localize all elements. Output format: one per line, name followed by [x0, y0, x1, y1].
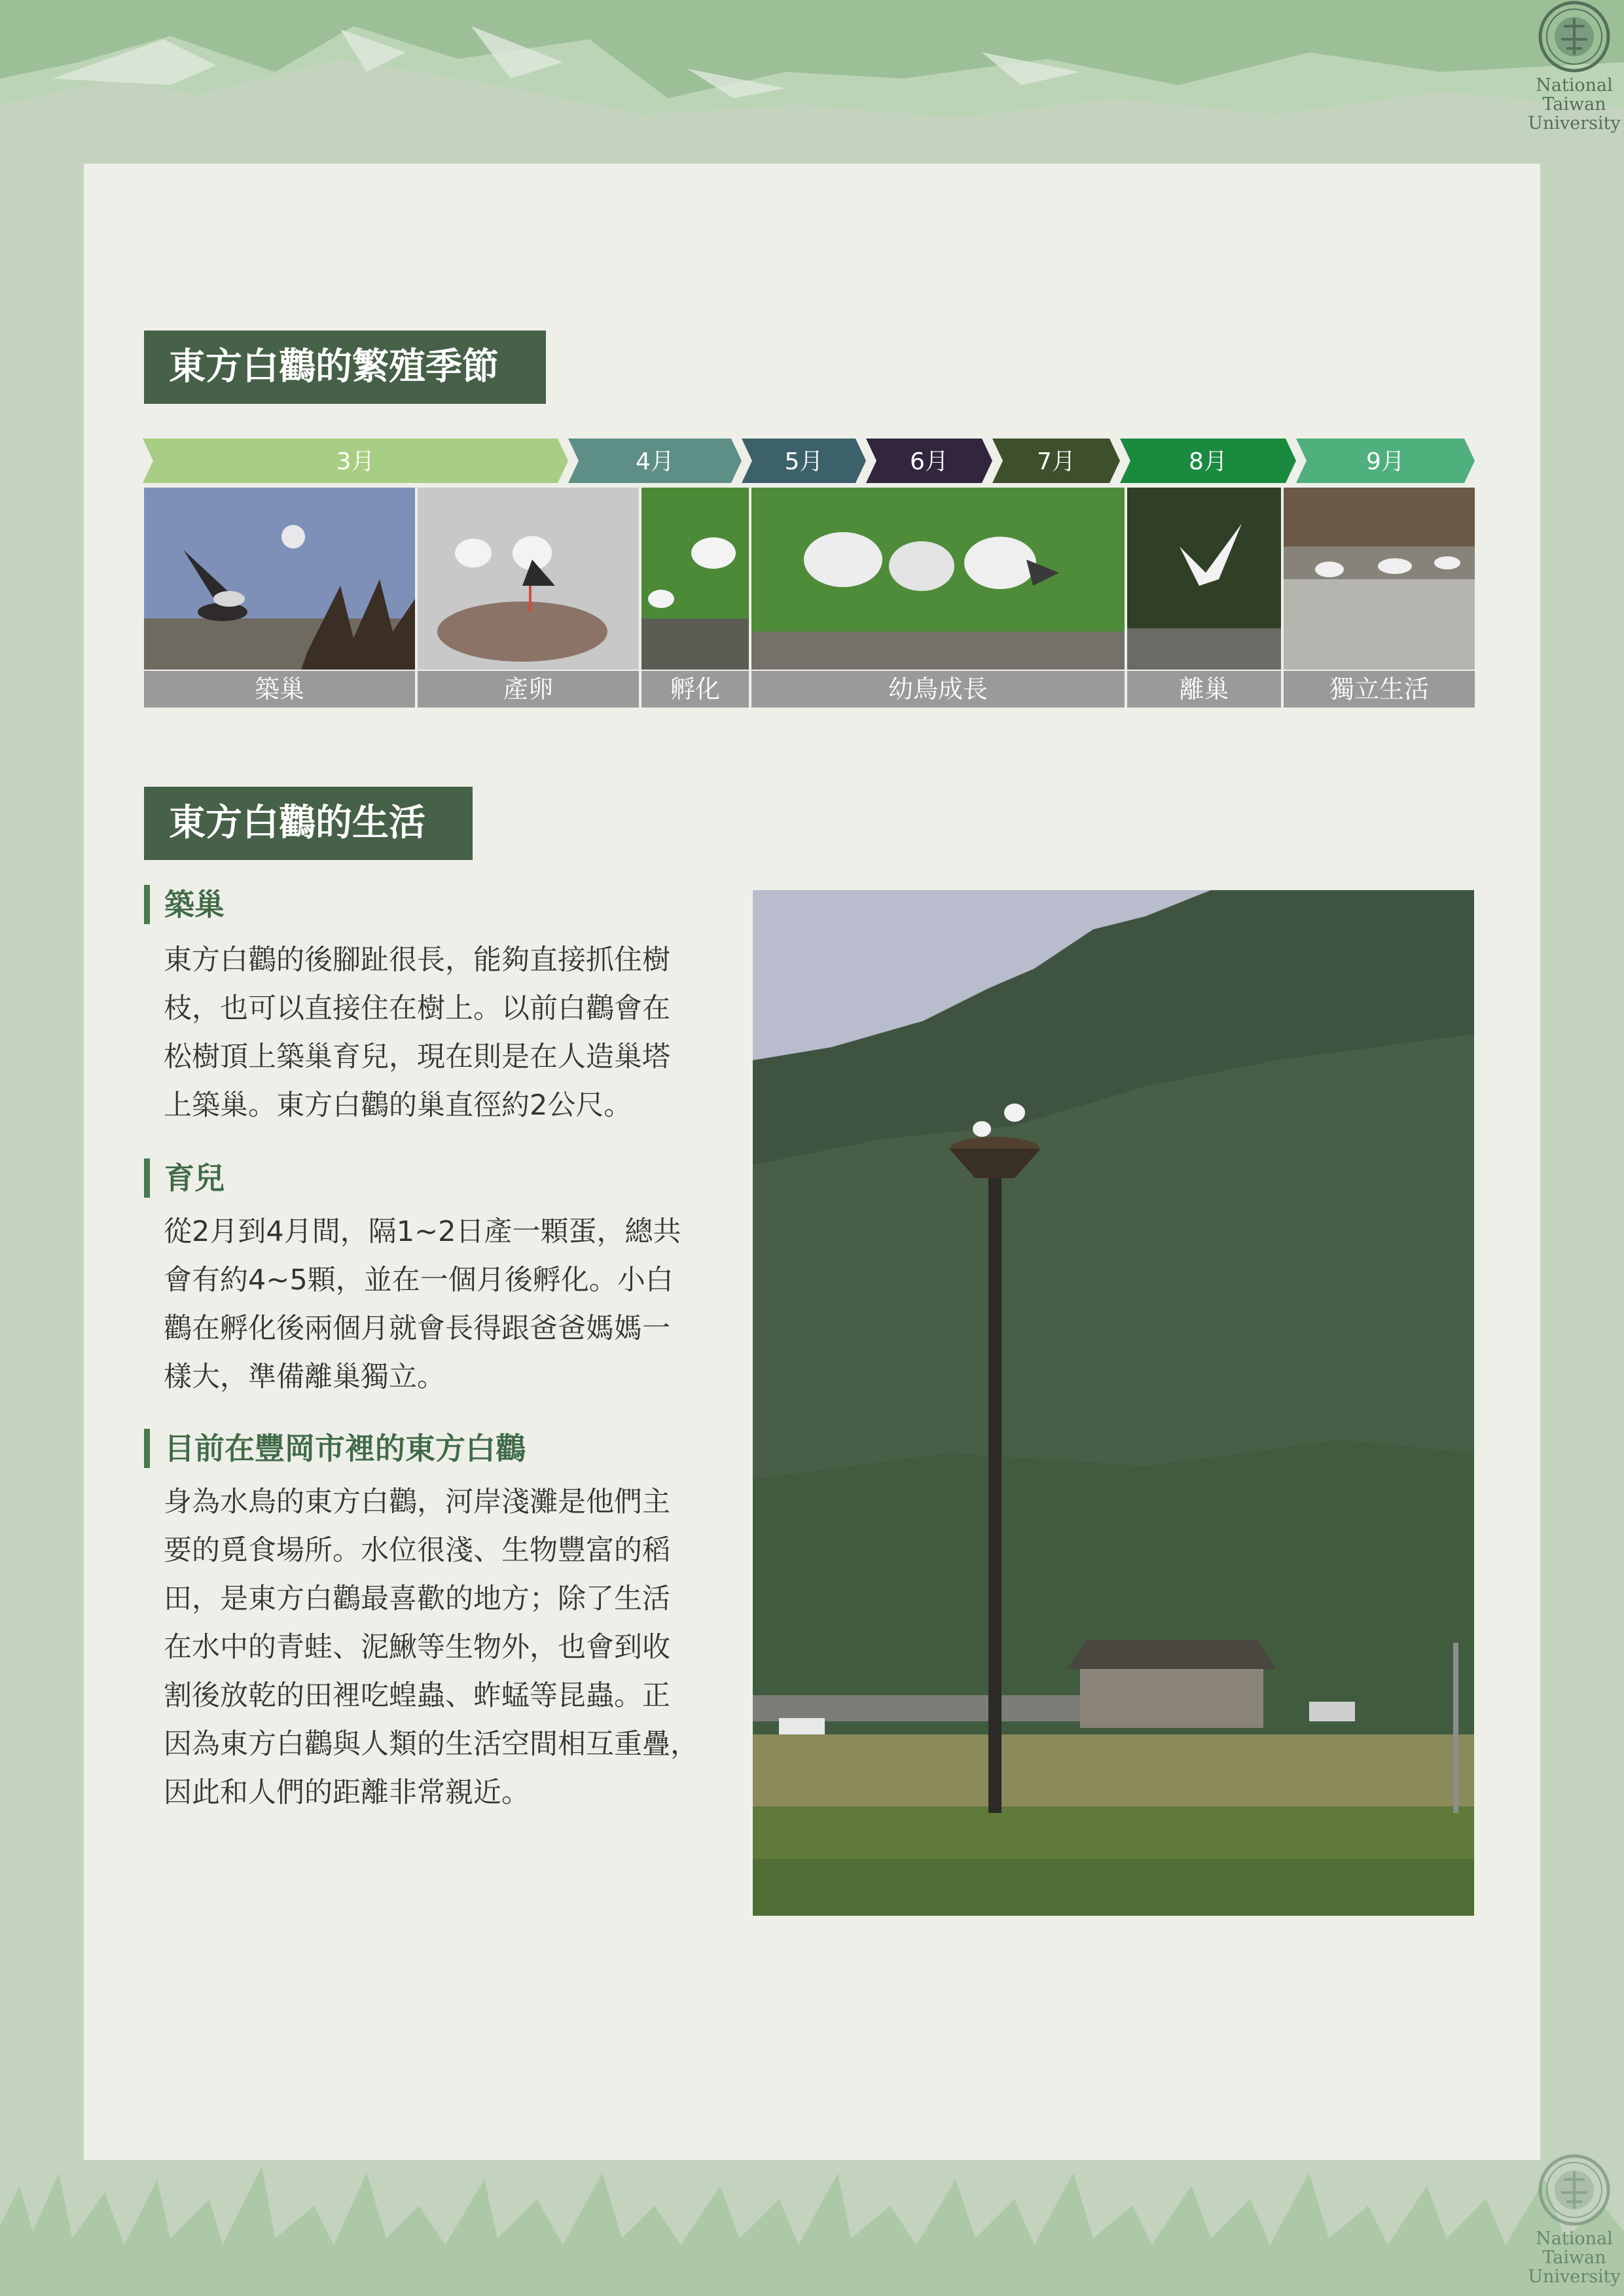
stage-caption-fledging: 離巢	[1127, 671, 1281, 708]
stork-life-title: 東方白鸛的生活	[144, 787, 473, 860]
logo-text-line1: National	[1536, 75, 1613, 96]
ntu-logo	[1509, 0, 1624, 133]
paragraph-toyooka-storks	[164, 1478, 733, 1817]
text-line: 在水中的青蛙、泥鰍等生物外，也會到收	[164, 1631, 670, 1664]
ntu-seal-icon	[1538, 2153, 1611, 2227]
text-line: 東方白鸛的後腳趾很長，能夠直接抓住樹	[164, 944, 670, 977]
grass-footer-decoration	[0, 2147, 1624, 2296]
month-label: 4月	[636, 448, 674, 475]
logo-text-line3: University	[1528, 113, 1621, 134]
text-line: 上築巢。東方白鸛的巢直徑約2公尺。	[164, 1089, 632, 1122]
text-line: 枝，也可以直接住在樹上。以前白鸛會在	[164, 992, 670, 1025]
paragraph-nest-building	[164, 936, 733, 1130]
photo-chicks-growing	[751, 488, 1125, 670]
month-label: 9月	[1366, 448, 1405, 475]
text-line: 因此和人們的距離非常親近。	[164, 1776, 530, 1809]
text-line: 割後放乾的田裡吃蝗蟲、蚱蜢等昆蟲。正	[164, 1679, 670, 1712]
month-label: 6月	[910, 448, 948, 475]
text-line: 會有約4~5顆，並在一個月後孵化。小白	[164, 1264, 674, 1297]
stage-caption-egg-laying: 產卵	[418, 671, 639, 708]
heading-toyooka-storks: 目前在豐岡市裡的東方白鸛	[144, 1429, 753, 1468]
month-label: 7月	[1037, 448, 1075, 475]
text-line: 要的覓食場所。水位很淺、生物豐富的稻	[164, 1534, 670, 1567]
text-line: 身為水鳥的東方白鸛，河岸淺灘是他們主	[164, 1486, 670, 1518]
heading-nest-building: 築巢	[144, 885, 753, 924]
photo-nest-building	[144, 488, 415, 670]
photo-fledging	[1127, 488, 1281, 670]
text-line: 樣大，準備離巢獨立。	[164, 1361, 445, 1393]
ntu-logo-footer	[1509, 2153, 1624, 2286]
breeding-season-title: 東方白鸛的繁殖季節	[144, 331, 546, 404]
logo-text-line1: National	[1536, 2229, 1613, 2249]
logo-text-line2: Taiwan	[1542, 94, 1606, 115]
month-label: 8月	[1189, 448, 1227, 475]
photo-hatching	[641, 488, 749, 670]
stage-caption-nest-building: 築巢	[144, 671, 415, 708]
heading-parenting: 育兒	[144, 1158, 753, 1198]
photo-egg-laying	[418, 488, 639, 670]
stage-caption-independent-life: 獨立生活	[1284, 671, 1475, 708]
month-label: 5月	[784, 448, 823, 475]
logo-text-line3: University	[1528, 2267, 1621, 2287]
photo-nest-tower-toyooka	[753, 890, 1474, 1916]
stage-caption-hatching: 孵化	[641, 671, 749, 708]
photo-independent-life	[1284, 488, 1475, 670]
text-line: 從2月到4月間，隔1~2日產一顆蛋，總共	[164, 1215, 681, 1248]
text-line: 鸛在孵化後兩個月就會長得跟爸爸媽媽一	[164, 1312, 670, 1345]
stage-caption-chick-growth: 幼鳥成長	[751, 671, 1125, 708]
text-line: 田，是東方白鸛最喜歡的地方；除了生活	[164, 1583, 670, 1615]
text-line: 因為東方白鸛與人類的生活空間相互重疊，	[164, 1728, 698, 1761]
text-line: 松樹頂上築巢育兒，現在則是在人造巢塔	[164, 1041, 670, 1073]
logo-text-line2: Taiwan	[1542, 2248, 1606, 2268]
paragraph-parenting	[164, 1208, 733, 1401]
ntu-seal-icon	[1538, 0, 1611, 73]
month-timeline	[143, 439, 1475, 483]
month-label: 3月	[336, 448, 375, 475]
